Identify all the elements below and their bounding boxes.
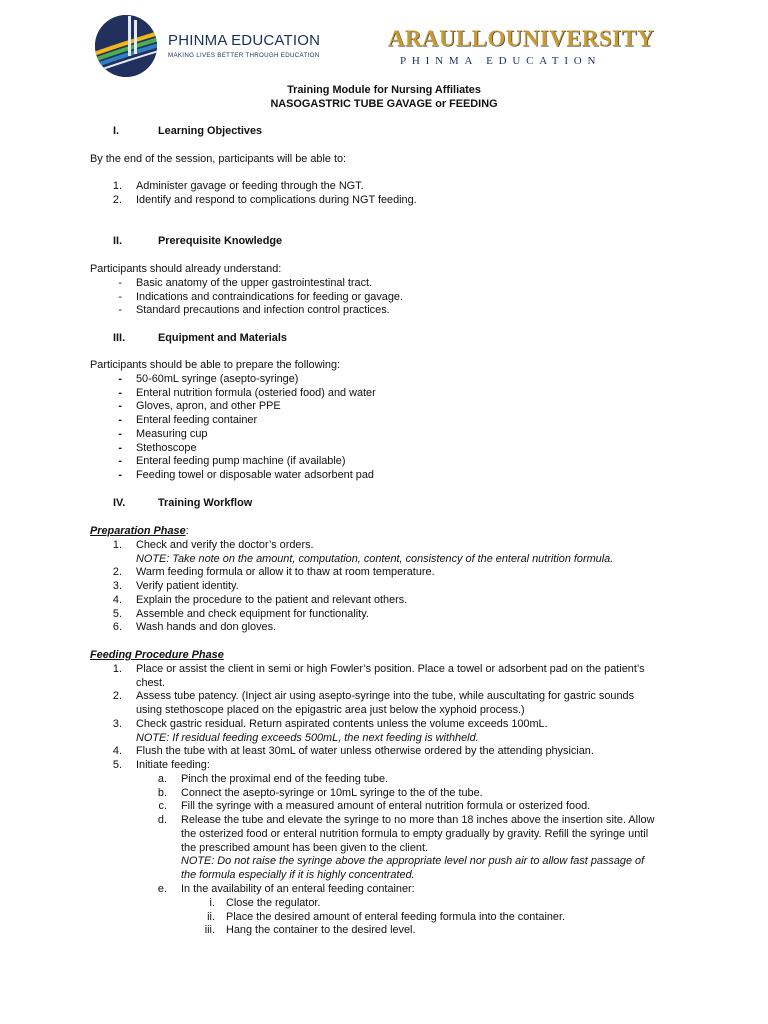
list-item: Connect the asepto-syringe or 10mL syringe to the of the tube. [181, 786, 483, 799]
module-subtitle: NASOGASTRIC TUBE GAVAGE or FEEDING [270, 98, 498, 110]
list-item: Pinch the proximal end of the feeding tube. [181, 773, 389, 785]
list-item: Feeding towel or disposable water adsorbent pad [136, 468, 374, 481]
list-item: Hang the container to the desired level. [226, 924, 416, 937]
module-title: Training Module for Nursing Affiliates [287, 84, 481, 96]
list-marker: - [118, 386, 122, 399]
list-item: Close the regulator. [226, 897, 321, 909]
list-item: Place or assist the client in semi or high Fowler’s position. Place a towel or adsorbent pad on the patient’s [136, 663, 645, 675]
list-marker: 3. [112, 717, 122, 730]
list-marker: - [118, 441, 122, 454]
list-marker: 2. [112, 690, 122, 703]
section-intro: Participants should be able to prepare the following: [90, 359, 341, 371]
note-text: NOTE: Take note on the amount, computation, content, consistency of the enteral nutrition formula. [136, 552, 614, 565]
list-marker: 2. [112, 193, 122, 206]
phinma-name: PHINMA EDUCATION [168, 32, 321, 49]
list-item: Explain the procedure to the patient and relevant others. [136, 593, 408, 606]
list-item: Flush the tube with at least 30mL of water unless otherwise ordered by the attending physician. [136, 745, 594, 758]
list-item: 50-60mL syringe (asepto-syringe) [136, 373, 299, 385]
list-item: Enteral feeding pump machine (if available) [136, 455, 346, 468]
list-marker: 5. [112, 607, 122, 620]
list-marker: - [118, 400, 122, 413]
list-marker: - [118, 277, 122, 289]
list-item: Assess tube patency. (Inject air using asepto-syringe into the tube, while auscultating for gastric sounds [136, 690, 635, 703]
list-marker: - [118, 304, 122, 317]
list-item: Gloves, apron, and other PPE [136, 400, 281, 413]
phinma-education-logo [92, 14, 332, 78]
list-marker: d. [157, 814, 167, 827]
section-number: II. [113, 235, 123, 247]
list-item: chest. [136, 676, 166, 689]
list-item: the osterized food or enteral nutrition formula to empty gradually by gravity. Refill the syringe until [181, 827, 649, 840]
list-item: Check gastric residual. Return aspirated contents unless the volume exceeds 100mL. [136, 717, 548, 730]
list-marker: 6. [112, 621, 122, 634]
list-item: Indications and contraindications for feeding or gavage. [136, 290, 403, 303]
list-marker: b. [157, 786, 167, 799]
list-item: In the availability of an enteral feeding container: [181, 882, 415, 895]
university-name: ARAULLOUNIVERSITY [388, 26, 655, 51]
preparation-phase-heading: Preparation Phase: [90, 525, 189, 537]
list-item: Initiate feeding: [136, 758, 210, 771]
list-item: Standard precautions and infection control practices. [136, 304, 390, 317]
list-item: using stethoscope placed on the epigastric area just below the xyphoid process.) [136, 704, 525, 717]
section-heading: Equipment and Materials [158, 332, 287, 344]
phinma-emblem-icon [92, 14, 160, 78]
araullo-university-logo [388, 26, 653, 72]
section-number: III. [113, 332, 126, 344]
list-marker: 1. [112, 663, 122, 675]
list-marker: - [118, 468, 122, 481]
list-marker: - [118, 414, 122, 427]
note-text: NOTE: If residual feeding exceeds 500mL, the next feeding is withheld. [136, 731, 479, 744]
section-heading: Prerequisite Knowledge [158, 235, 283, 247]
list-item: Verify patient identity. [136, 580, 239, 593]
section-heading: Learning Objectives [158, 125, 263, 137]
section-number: IV. [113, 497, 126, 509]
list-marker: - [118, 373, 122, 385]
list-marker: i. [209, 897, 215, 909]
phinma-tagline: MAKING LIVES BETTER THROUGH EDUCATION [168, 52, 320, 59]
list-item: Wash hands and don gloves. [136, 621, 277, 634]
list-marker: 4. [112, 593, 122, 606]
note-text: the formula especially if it is highly concentrated. [181, 868, 415, 881]
list-marker: 1. [112, 180, 122, 192]
list-item: Enteral nutrition formula (osteried food) and water [136, 386, 376, 399]
section-number: I. [113, 125, 120, 137]
list-item: Enteral feeding container [136, 414, 258, 427]
list-marker: - [118, 427, 122, 440]
list-marker: c. [158, 800, 167, 813]
feeding-phase-heading: Feeding Procedure Phase [90, 649, 224, 661]
list-item: Fill the syringe with a measured amount of enteral nutrition formula or osterized food. [181, 800, 591, 813]
list-marker: 1. [112, 539, 122, 551]
list-marker: a. [157, 773, 167, 785]
list-item: Stethoscope [136, 441, 197, 454]
list-marker: - [118, 455, 122, 468]
list-item: the prescribed amount has been given to the client. [181, 841, 429, 854]
list-item: Basic anatomy of the upper gastrointestinal tract. [136, 277, 373, 289]
list-item: Place the desired amount of enteral feeding formula into the container. [226, 910, 566, 923]
list-item: Release the tube and elevate the syringe to no more than 18 inches above the insertion site. Allow [181, 814, 655, 827]
university-subtitle: PHINMA EDUCATION [400, 55, 602, 67]
section-heading: Training Workflow [158, 497, 253, 509]
note-text: NOTE: Do not raise the syringe above the appropriate level nor push air to allow fast passage of [181, 855, 645, 868]
list-item: Check and verify the doctor’s orders. [136, 539, 314, 551]
list-item: Administer gavage or feeding through the NGT. [136, 180, 364, 192]
list-marker: 3. [112, 580, 122, 593]
list-marker: 5. [112, 758, 122, 771]
list-marker: 2. [112, 566, 122, 579]
list-item: Identify and respond to complications during NGT feeding. [136, 193, 417, 206]
list-marker: 4. [112, 745, 122, 758]
list-marker: e. [157, 882, 167, 895]
list-marker: - [118, 290, 122, 303]
list-marker: iii. [204, 924, 215, 937]
section-intro: By the end of the session, participants will be able to: [90, 153, 347, 165]
list-marker: ii. [207, 910, 215, 923]
list-item: Warm feeding formula or allow it to thaw at room temperature. [136, 566, 435, 579]
section-intro: Participants should already understand: [90, 263, 282, 275]
list-item: Measuring cup [136, 427, 208, 440]
list-item: Assemble and check equipment for functionality. [136, 607, 369, 620]
